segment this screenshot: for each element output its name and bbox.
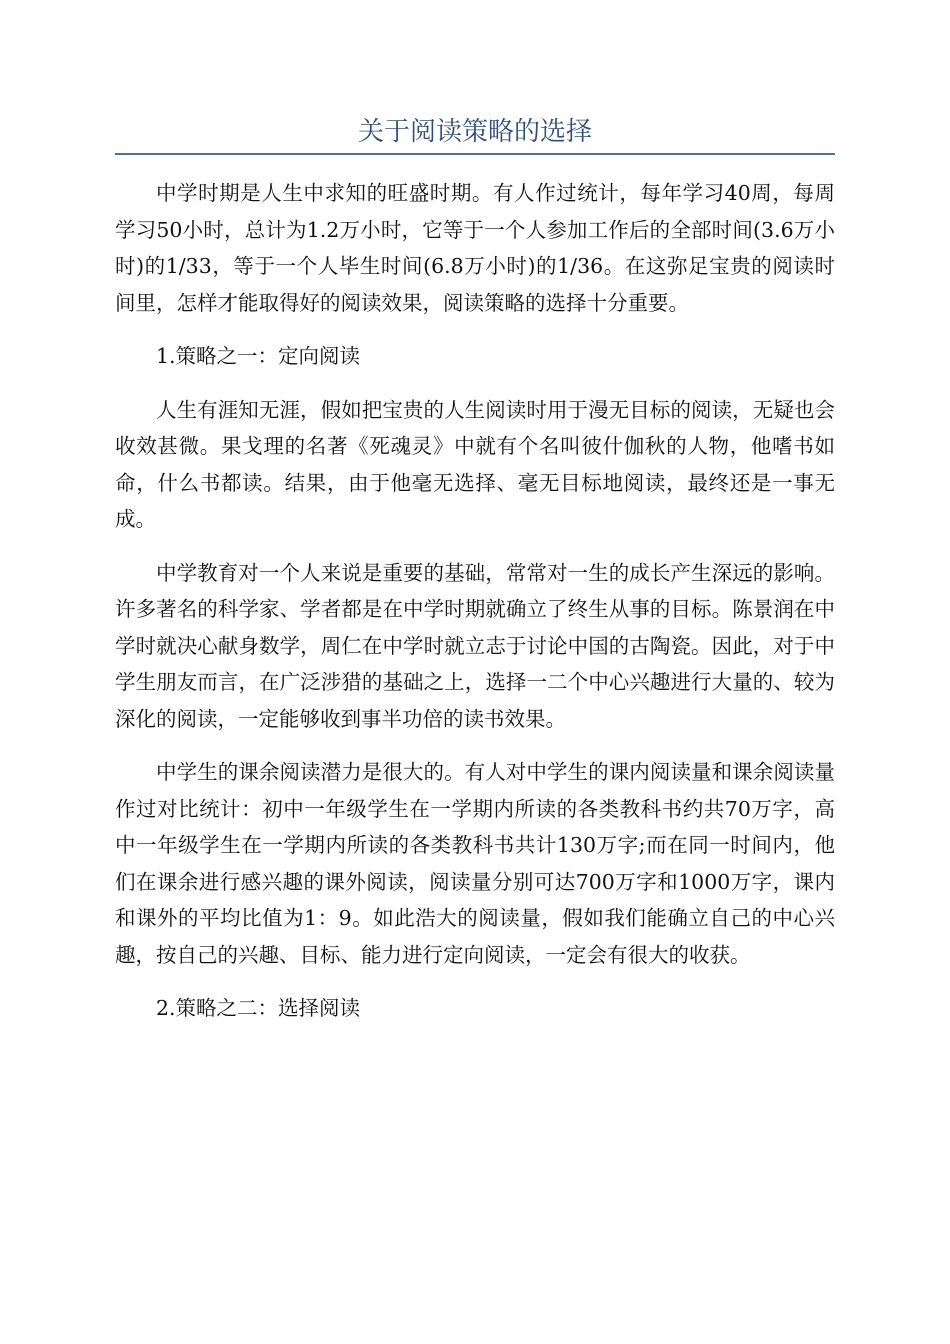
paragraph-3: 中学教育对一个人来说是重要的基础，常常对一生的成长产生深远的影响。许多著名的科学家、学者都是在中学时期就确立了终生从事的目标。陈景润在中学时就决心献身数学，周仁在中学时就立志于讨论中国的古陶瓷。因此，对于中学生朋友而言，在广泛涉猎的基础之上，选择一二个中心兴趣进行大量的、较为深化的阅读，一定能够收到事半功倍的读书效果。: [115, 560, 835, 731]
document-title: 关于阅读策略的选择: [357, 117, 592, 147]
document-body: [115, 175, 835, 1044]
title-underline: [115, 153, 835, 155]
paragraph-4: 中学生的课余阅读潜力是很大的。有人对中学生的课内阅读量和课余阅读量作过对比统计：初中一年级学生在一学期内所读的各类教科书约共70万字，高中一年级学生在一学期内所读的各类教科书共计130万字;而在同一时间内，他们在课余进行感兴趣的课外阅读，阅读量分别可达700万字和1000万字，课内和课外的平均比值为1：9。如此浩大的阅读量，假如我们能确立自己的中心兴趣，按自己的兴趣、目标、能力进行定向阅读，一定会有很大的收获。: [115, 760, 835, 967]
paragraph-2: 人生有涯知无涯，假如把宝贵的人生阅读时用于漫无目标的阅读，无疑也会收效甚微。果戈理的名著《死魂灵》中就有个名叫彼什伽秋的人物，他嗜书如命，什么书都读。结果，由于他毫无选择、毫无目标地阅读，最终还是一事无成。: [115, 397, 835, 531]
paragraph-intro: 中学时期是人生中求知的旺盛时期。有人作过统计，每年学习40周，每周学习50小时，总计为1.2万小时，它等于一个人参加工作后的全部时间(3.6万小时)的1/33，等于一个人毕生时间(6.8万小时)的1/36。在这弥足宝贵的阅读时间里，怎样才能取得好的阅读效果，阅读策略的选择十分重要。: [115, 181, 835, 315]
section-heading-1: 1.策略之一：定向阅读: [156, 344, 361, 368]
section-heading-2: 2.策略之二：选择阅读: [156, 996, 361, 1020]
